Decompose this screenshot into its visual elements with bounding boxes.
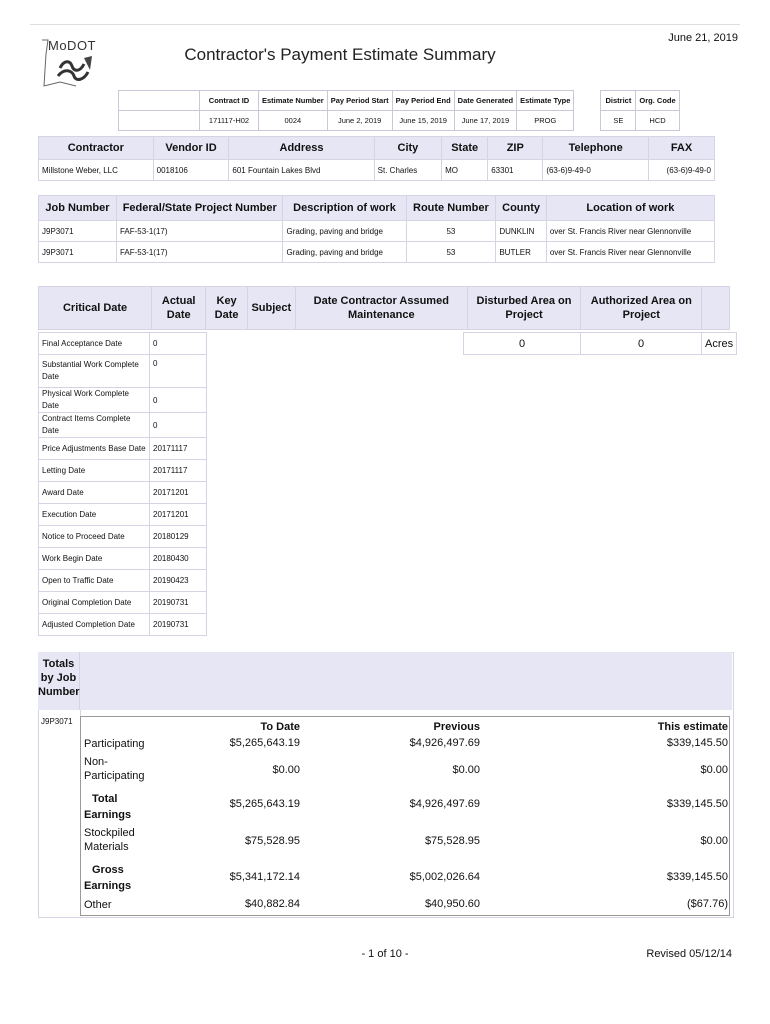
to-date-value: $5,265,643.19 <box>229 798 300 810</box>
row-label: Participating <box>84 738 145 750</box>
job-table <box>38 195 715 263</box>
date-label: Original Completion Date <box>39 592 150 614</box>
hdr-estimate-type: Estimate Type <box>517 91 574 111</box>
date-label: Letting Date <box>39 460 150 482</box>
hdr-job-number: Job Number <box>39 196 117 221</box>
this-estimate-value: $339,145.50 <box>666 871 728 883</box>
estimate-type: PROG <box>517 111 574 131</box>
date-label: Execution Date <box>39 504 150 526</box>
hdr-vendor-id: Vendor ID <box>153 137 229 160</box>
col-this-estimate: This estimate <box>657 721 728 733</box>
totals-header: Totals by Job Number <box>38 652 80 710</box>
critical-header-table <box>38 286 730 330</box>
date-value: 20190423 <box>150 570 207 592</box>
fax: (63-6)9-49-0 <box>649 160 715 181</box>
totals-job-number: J9P3071 <box>41 717 73 726</box>
route-number: 53 <box>406 221 496 242</box>
location: over St. Francis River near Glennonville <box>546 242 714 263</box>
gap-cell <box>574 111 601 131</box>
hdr-pay-period-end: Pay Period End <box>392 91 454 111</box>
logo-text: MoDOT <box>48 38 96 53</box>
previous-value: $40,950.60 <box>424 898 480 910</box>
to-date-value: $40,882.84 <box>244 898 300 910</box>
hdr-subject: Subject <box>248 287 296 330</box>
pay-period-end: June 15, 2019 <box>392 111 454 131</box>
table-row <box>39 413 207 438</box>
date-value: 20180129 <box>150 526 207 548</box>
gap-cell <box>574 91 601 111</box>
this-estimate-value: ($67.76) <box>687 898 728 910</box>
hdr-county: County <box>496 196 546 221</box>
row-label: Non-Participating <box>84 756 145 782</box>
date-value: 20190731 <box>150 614 207 636</box>
top-rule <box>30 24 740 25</box>
hdr-project-number: Federal/State Project Number <box>116 196 283 221</box>
previous-value: $5,002,026.64 <box>409 871 480 883</box>
date-value: 20180430 <box>150 548 207 570</box>
to-date-value: $75,528.95 <box>244 835 300 847</box>
hdr-assumed-maintenance: Date Contractor Assumed Maintenance <box>295 287 467 330</box>
job-number: J9P3071 <box>39 221 117 242</box>
report-date: June 21, 2019 <box>668 32 738 44</box>
date-label: Price Adjustments Base Date <box>39 438 150 460</box>
hdr-contract-id: Contract ID <box>200 91 259 111</box>
state: MO <box>442 160 488 181</box>
table-row <box>39 482 207 504</box>
hdr-pay-period-start: Pay Period Start <box>327 91 392 111</box>
county: DUNKLIN <box>496 221 546 242</box>
project-number: FAF-53-1(17) <box>116 242 283 263</box>
date-value: 20171117 <box>150 460 207 482</box>
hdr-blank <box>702 287 730 330</box>
previous-value: $4,926,497.69 <box>409 737 480 749</box>
hdr-address: Address <box>229 137 374 160</box>
zip: 63301 <box>488 160 543 181</box>
table-row <box>39 570 207 592</box>
date-value: 0 <box>150 333 207 355</box>
to-date-value: $0.00 <box>272 764 300 776</box>
table-row <box>39 526 207 548</box>
this-estimate-value: $0.00 <box>700 835 728 847</box>
table-row <box>39 548 207 570</box>
contract-id: 171117-H02 <box>200 111 259 131</box>
this-estimate-value: $0.00 <box>700 764 728 776</box>
col-to-date: To Date <box>260 721 300 733</box>
row-label: Stockpiled Materials <box>84 827 135 853</box>
area-unit: Acres <box>702 333 737 355</box>
hdr-key-date: Key Date <box>206 287 248 330</box>
this-estimate-value: $339,145.50 <box>666 737 728 749</box>
table-row <box>39 504 207 526</box>
authorized-area: 0 <box>581 333 702 355</box>
hdr-critical-date: Critical Date <box>39 287 152 330</box>
hdr-disturbed-area: Disturbed Area on Project <box>467 287 580 330</box>
row-label: Other <box>84 899 112 911</box>
hdr-date-generated: Date Generated <box>454 91 516 111</box>
blank-cell <box>119 91 200 111</box>
date-label: Final Acceptance Date <box>39 333 150 355</box>
previous-value: $0.00 <box>452 764 480 776</box>
table-row <box>39 221 715 242</box>
page-title: Contractor's Payment Estimate Summary <box>184 45 496 64</box>
contractor-table <box>38 136 715 181</box>
to-date-value: $5,265,643.19 <box>229 737 300 749</box>
vendor-id: 0018106 <box>153 160 229 181</box>
totals-header-bar <box>38 652 732 710</box>
project-number: FAF-53-1(17) <box>116 221 283 242</box>
hdr-contractor: Contractor <box>39 137 154 160</box>
date-value: 20171201 <box>150 504 207 526</box>
pay-period-start: June 2, 2019 <box>327 111 392 131</box>
row-label: Total Earnings <box>84 793 132 821</box>
table-row <box>39 333 207 355</box>
revised-date: Revised 05/12/14 <box>646 948 732 960</box>
description: Grading, paving and bridge <box>283 221 406 242</box>
date-label: Substantial Work Complete Date <box>39 355 150 388</box>
table-row <box>39 614 207 636</box>
date-value: 20190731 <box>150 592 207 614</box>
disturbed-area: 0 <box>464 333 581 355</box>
date-value: 0 <box>150 413 207 438</box>
previous-value: $4,926,497.69 <box>409 798 480 810</box>
area-table <box>463 332 737 355</box>
hdr-state: State <box>442 137 488 160</box>
hdr-authorized-area: Authorized Area on Project <box>581 287 702 330</box>
this-estimate-value: $339,145.50 <box>666 798 728 810</box>
row-label: Gross Earnings <box>84 864 132 892</box>
critical-dates-table <box>38 332 207 636</box>
table-row <box>39 460 207 482</box>
estimate-number: 0024 <box>259 111 328 131</box>
date-label: Award Date <box>39 482 150 504</box>
hdr-location: Location of work <box>546 196 714 221</box>
hdr-org-code: Org. Code <box>636 91 679 111</box>
date-label: Contract Items Complete Date <box>39 413 150 438</box>
contractor-name: Millstone Weber, LLC <box>39 160 154 181</box>
date-value: 0 <box>150 388 207 413</box>
contract-table <box>118 90 680 131</box>
description: Grading, paving and bridge <box>283 242 406 263</box>
city: St. Charles <box>374 160 441 181</box>
date-label: Notice to Proceed Date <box>39 526 150 548</box>
hdr-district: District <box>601 91 636 111</box>
district: SE <box>601 111 636 131</box>
date-label: Adjusted Completion Date <box>39 614 150 636</box>
date-value: 20171201 <box>150 482 207 504</box>
table-row <box>39 388 207 413</box>
hdr-telephone: Telephone <box>543 137 649 160</box>
hdr-fax: FAX <box>649 137 715 160</box>
hdr-city: City <box>374 137 441 160</box>
hdr-actual-date: Actual Date <box>152 287 206 330</box>
job-number: J9P3071 <box>39 242 117 263</box>
col-previous: Previous <box>433 721 480 733</box>
location: over St. Francis River near Glennonville <box>546 221 714 242</box>
date-label: Physical Work Complete Date <box>39 388 150 413</box>
previous-value: $75,528.95 <box>424 835 480 847</box>
table-row <box>39 592 207 614</box>
page-number: - 1 of 10 - <box>361 948 409 960</box>
org-code: HCD <box>636 111 679 131</box>
county: BUTLER <box>496 242 546 263</box>
totals-job-column <box>38 710 81 916</box>
date-label: Work Begin Date <box>39 548 150 570</box>
telephone: (63-6)9-49-0 <box>543 160 649 181</box>
date-label: Open to Traffic Date <box>39 570 150 592</box>
date-generated: June 17, 2019 <box>454 111 516 131</box>
table-row <box>39 355 207 388</box>
address: 601 Fountain Lakes Blvd <box>229 160 374 181</box>
date-value: 20171117 <box>150 438 207 460</box>
hdr-description: Description of work <box>283 196 406 221</box>
to-date-value: $5,341,172.14 <box>229 871 300 883</box>
hdr-estimate-number: Estimate Number <box>259 91 328 111</box>
table-row <box>39 438 207 460</box>
route-number: 53 <box>406 242 496 263</box>
blank-cell <box>119 111 200 131</box>
date-value: 0 <box>150 355 207 388</box>
hdr-zip: ZIP <box>488 137 543 160</box>
hdr-route-number: Route Number <box>406 196 496 221</box>
table-row <box>39 242 715 263</box>
